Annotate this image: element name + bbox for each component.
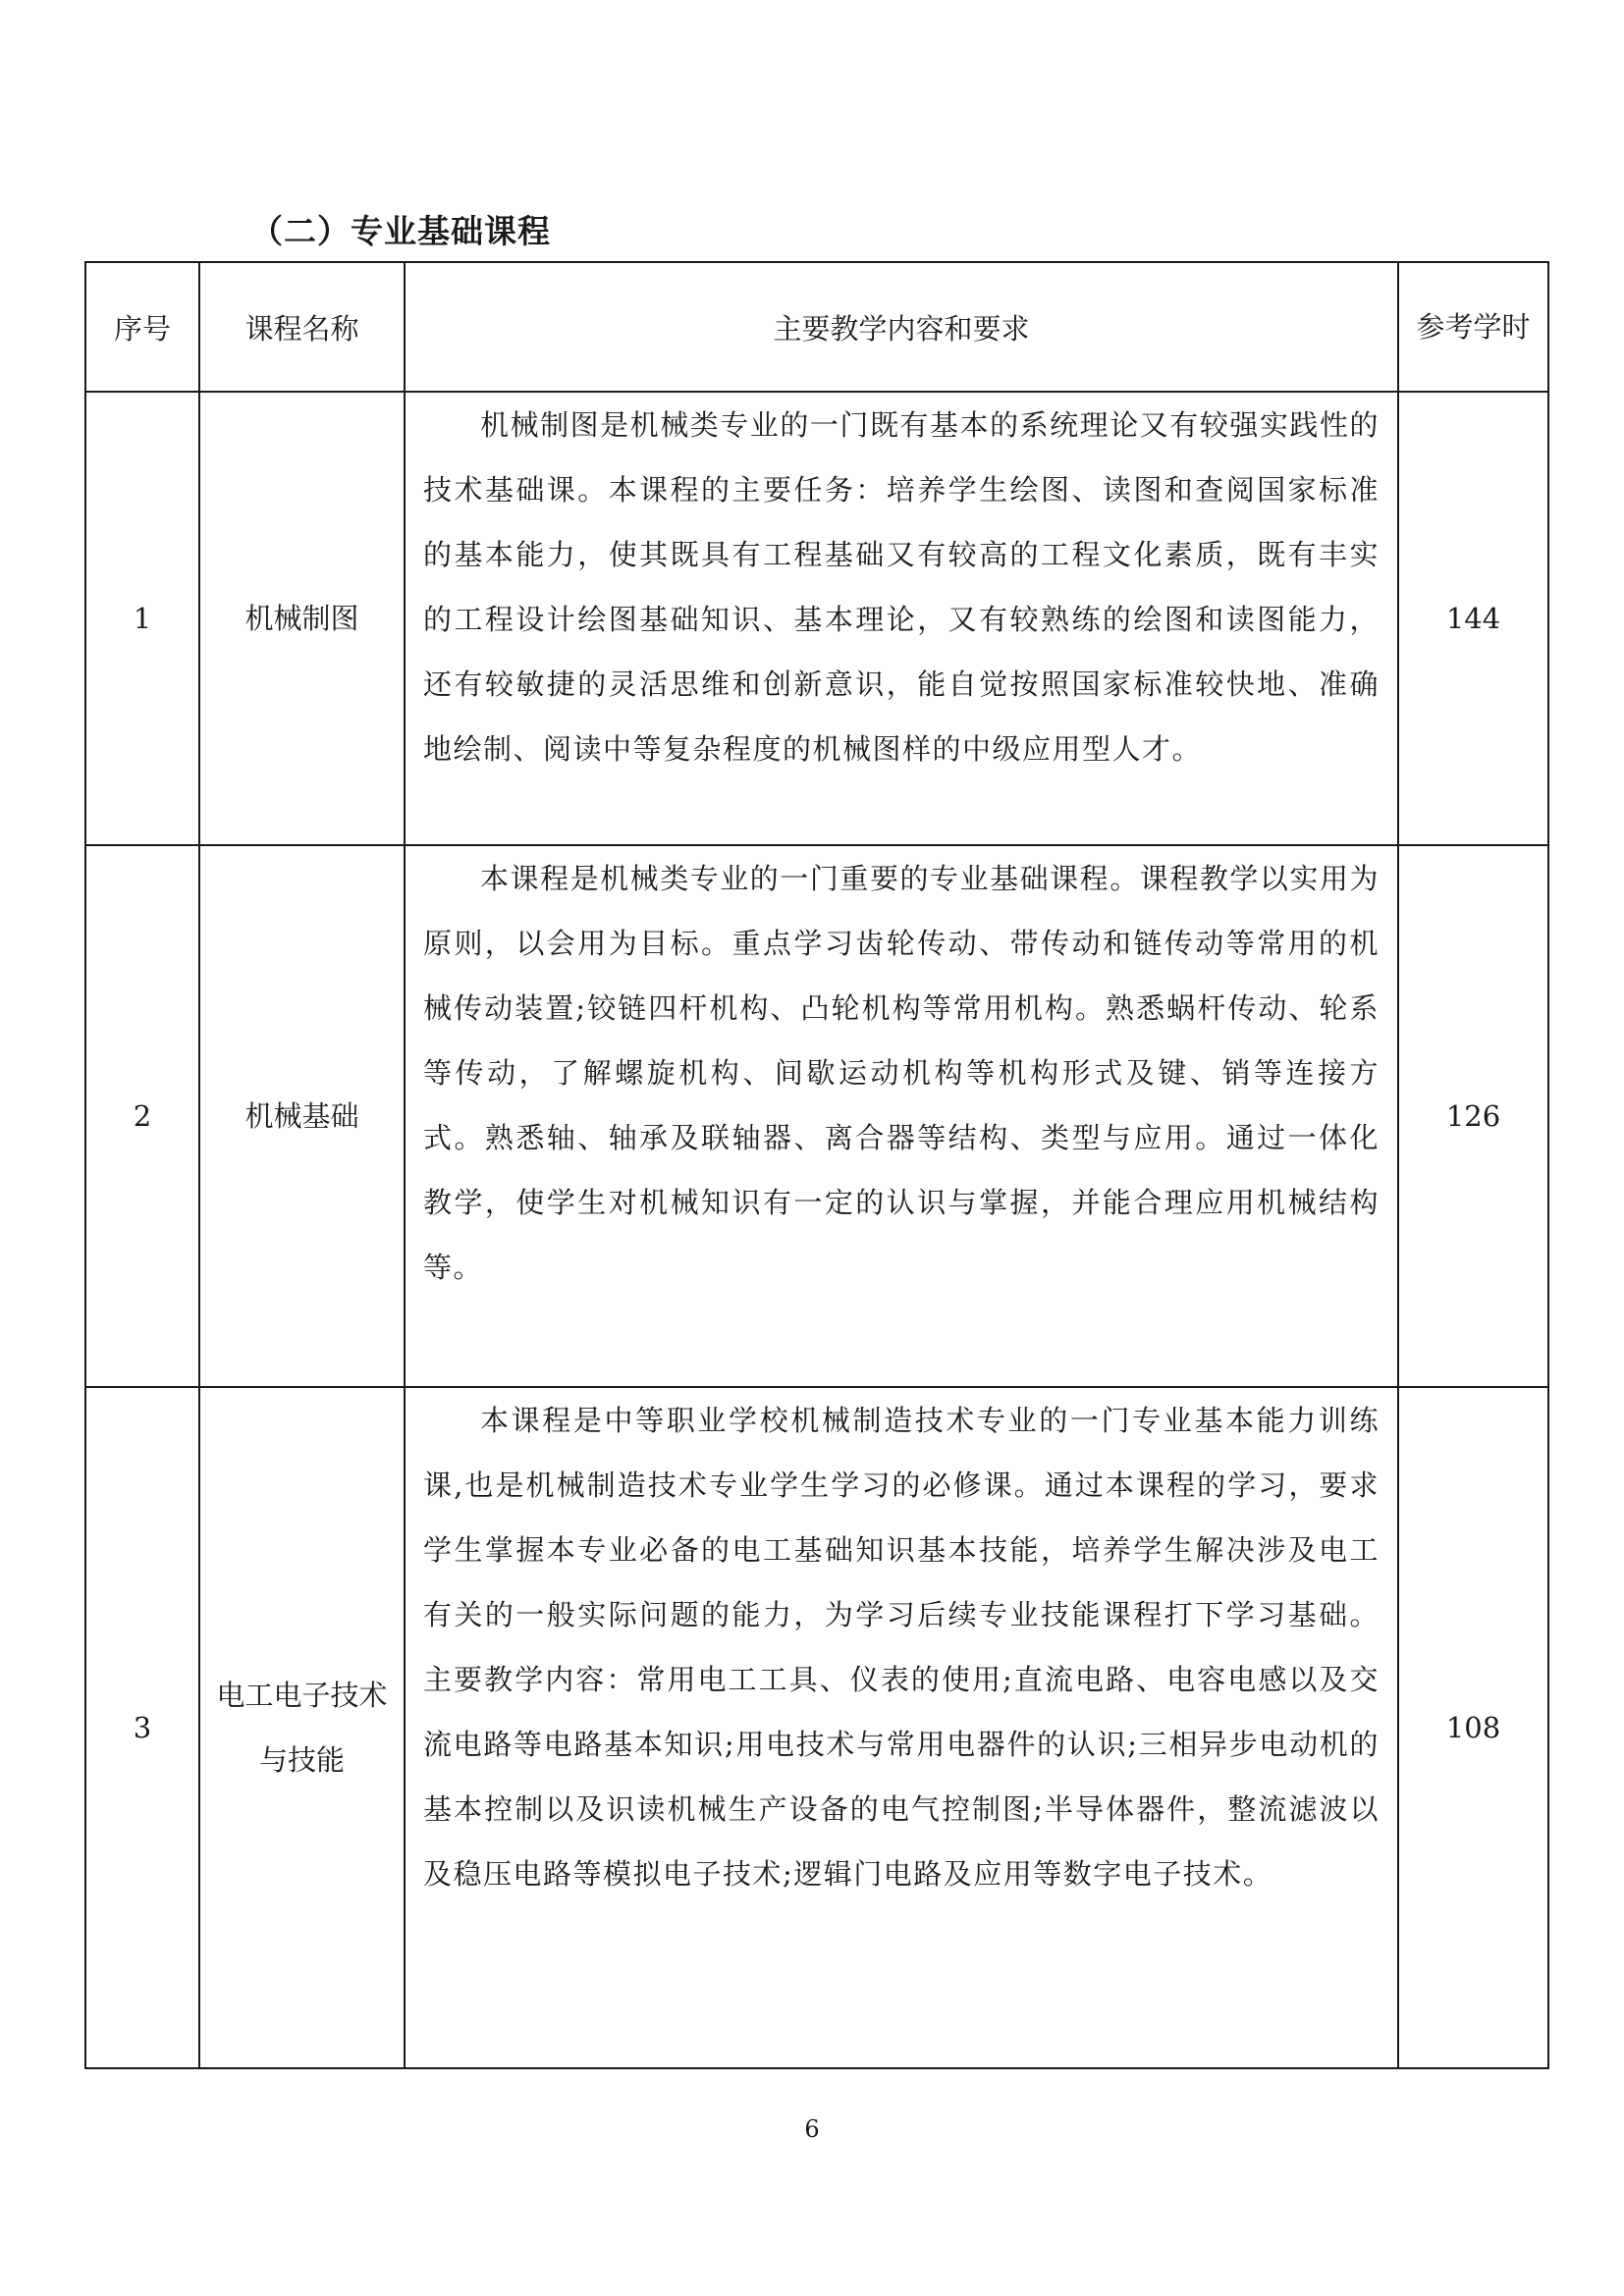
reference-hours: 108 bbox=[1398, 1387, 1548, 2068]
header-hours: 参考学时 bbox=[1398, 262, 1548, 392]
course-description-text: 本课程是中等职业学校机械制造技术专业的一门专业基本能力训练课,也是机械制造技术专业学生学习的必修课。通过本课程的学习，要求学生掌握本专业必备的电工基础知识基本技能，培养学生解决涉及电工有关的一般实际问题的能力，为学习后续专业技能课程打下学习基础。主要教学内容：常用电工工具、仪表的使用;直流电路、电容电感以及交流电路等电路基本知识;用电技术与常用电器件的认识;三相异步电动机的基本控制以及识读机械生产设备的电气控制图;半导体器件，整流滤波以及稳压电路等模拟电子技术;逻辑门电路及应用等数字电子技术。 bbox=[423, 1404, 1380, 1891]
course-description bbox=[405, 1387, 1398, 2068]
course-description bbox=[405, 392, 1398, 845]
course-table bbox=[84, 261, 1549, 2069]
row-index: 3 bbox=[85, 1387, 199, 2068]
course-description bbox=[405, 845, 1398, 1387]
course-description-text: 本课程是机械类专业的一门重要的专业基础课程。课程教学以实用为原则，以会用为目标。重点学习齿轮传动、带传动和链传动等常用的机械传动装置;铰链四杆机构、凸轮机构等常用机构。熟悉蜗杆传动、轮系等传动，了解螺旋机构、间歇运动机构等机构形式及键、销等连接方式。熟悉轴、轴承及联轴器、离合器等结构、类型与应用。通过一体化教学，使学生对机械知识有一定的认识与掌握，并能合理应用机械结构等。 bbox=[423, 862, 1380, 1284]
course-name: 机械基础 bbox=[199, 845, 405, 1387]
table-row bbox=[85, 392, 1548, 845]
course-name: 电工电子技术与技能 bbox=[199, 1387, 405, 2068]
reference-hours: 144 bbox=[1398, 392, 1548, 845]
header-index: 序号 bbox=[85, 262, 199, 392]
row-index: 2 bbox=[85, 845, 199, 1387]
table-row bbox=[85, 845, 1548, 1387]
course-description-text: 机械制图是机械类专业的一门既有基本的系统理论又有较强实践性的技术基础课。本课程的主要任务：培养学生绘图、读图和查阅国家标准的基本能力，使其既具有工程基础又有较高的工程文化素质，既有丰实的工程设计绘图基础知识、基本理论，又有较熟练的绘图和读图能力，还有较敏捷的灵活思维和创新意识，能自觉按照国家标准较快地、准确地绘制、阅读中等复杂程度的机械图样的中级应用型人才。 bbox=[423, 408, 1380, 766]
page-number: 6 bbox=[804, 2115, 820, 2143]
header-course-name: 课程名称 bbox=[199, 262, 405, 392]
header-content: 主要教学内容和要求 bbox=[405, 262, 1398, 392]
reference-hours: 126 bbox=[1398, 845, 1548, 1387]
table-header-row bbox=[85, 262, 1548, 392]
section-heading: （二）专业基础课程 bbox=[250, 212, 551, 250]
table-row bbox=[85, 1387, 1548, 2068]
course-name: 机械制图 bbox=[199, 392, 405, 845]
row-index: 1 bbox=[85, 392, 199, 845]
